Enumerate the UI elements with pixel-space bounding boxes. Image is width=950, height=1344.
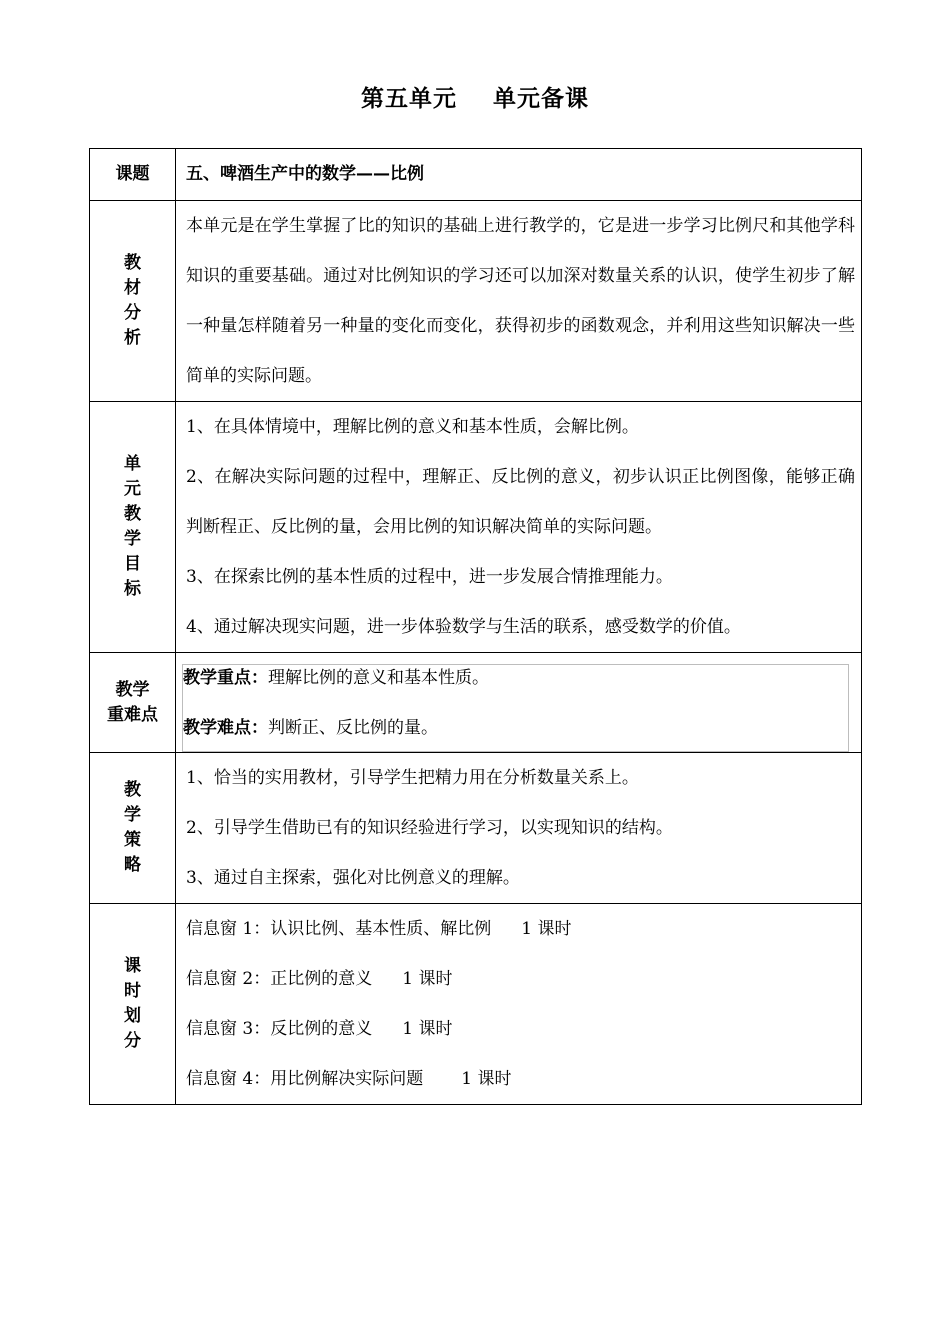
label-char: 标 — [124, 579, 141, 599]
row-teaching-strategy — [90, 753, 862, 904]
row-unit-goals — [90, 402, 862, 653]
schedule-item — [186, 904, 855, 954]
goal-item: 4、通过解决现实问题，进一步体验数学与生活的联系，感受数学的价值。 — [186, 617, 741, 637]
goal-item: 2、在解决实际问题的过程中，理解正、反比例的意义，初步认识正比例图像，能够正确判断程正、反比例的量，会用比例的知识解决简单的实际问题。 — [186, 467, 855, 537]
schedule-hours: 1 课时 — [461, 1069, 512, 1089]
label-char: 课 — [124, 956, 141, 976]
label-char: 策 — [124, 830, 141, 850]
schedule-hours: 1 课时 — [402, 1019, 453, 1039]
label-line: 重难点 — [107, 704, 158, 725]
schedule-hours: 1 课时 — [402, 969, 453, 989]
schedule-window: 信息窗 1： — [186, 919, 271, 939]
label-material-analysis — [90, 201, 176, 402]
label-char: 目 — [124, 554, 141, 574]
label-char: 学 — [124, 805, 141, 825]
schedule-topic: 认识比例、基本性质、解比例 — [270, 919, 492, 939]
label-char: 划 — [124, 1006, 141, 1026]
row-material-analysis — [90, 201, 862, 402]
label-lesson-schedule — [90, 904, 176, 1105]
difficult-point — [183, 703, 848, 753]
schedule-topic: 用比例解决实际问题 — [270, 1069, 424, 1089]
schedule-window: 信息窗 3： — [186, 1019, 271, 1039]
schedule-item — [186, 1004, 855, 1054]
label-char: 单 — [124, 454, 141, 474]
row-subject — [90, 149, 862, 201]
label-char: 元 — [124, 479, 141, 499]
difficult-point-text: 判断正、反比例的量。 — [268, 718, 438, 738]
label-char: 析 — [124, 328, 141, 348]
label-char: 教 — [124, 504, 141, 524]
material-analysis-text: 本单元是在学生掌握了比的知识的基础上进行教学的，它是进一步学习比例尺和其他学科知识的重要基础。通过对比例知识的学习还可以加深对数量关系的认识，使学生初步了解一种量怎样随着另一种量的变化而变化，获得初步的函数观念，并利用这些知识解决一些简单的实际问题。 — [186, 216, 855, 386]
schedule-window: 信息窗 2： — [186, 969, 271, 989]
lesson-plan-table — [89, 148, 862, 1105]
key-points-box — [182, 664, 849, 752]
label-char: 教 — [124, 253, 141, 273]
goal-item: 1、在具体情境中，理解比例的意义和基本性质，会解比例。 — [186, 417, 639, 437]
strategy-item: 2、引导学生借助已有的知识经验进行学习，以实现知识的结构。 — [186, 818, 673, 838]
label-teaching-strategy — [90, 753, 176, 904]
label-char: 材 — [124, 278, 141, 298]
schedule-window: 信息窗 4： — [186, 1069, 271, 1089]
schedule-topic: 正比例的意义 — [270, 969, 373, 989]
label-key-points — [90, 653, 176, 753]
subject-value: 五、啤酒生产中的数学——比例 — [186, 164, 424, 184]
label-char: 分 — [124, 303, 141, 323]
label-subject: 课题 — [90, 149, 176, 201]
schedule-item — [186, 1054, 855, 1104]
label-char: 学 — [124, 529, 141, 549]
goal-item: 3、在探索比例的基本性质的过程中，进一步发展合情推理能力。 — [186, 567, 673, 587]
label-unit-goals — [90, 402, 176, 653]
schedule-item — [186, 954, 855, 1004]
difficult-point-label: 教学难点： — [183, 718, 268, 738]
key-point-text: 理解比例的意义和基本性质。 — [268, 668, 489, 688]
label-char: 略 — [124, 855, 141, 875]
strategy-item: 3、通过自主探索，强化对比例意义的理解。 — [186, 868, 520, 888]
row-lesson-schedule — [90, 904, 862, 1105]
row-key-points — [90, 653, 862, 753]
key-point — [183, 653, 848, 703]
strategy-item: 1、恰当的实用教材，引导学生把精力用在分析数量关系上。 — [186, 768, 639, 788]
label-line: 教学 — [115, 679, 150, 700]
schedule-topic: 反比例的意义 — [270, 1019, 373, 1039]
key-point-label: 教学重点： — [183, 668, 268, 688]
page-title: 第五单元 单元备课 — [360, 86, 590, 112]
schedule-hours: 1 课时 — [521, 919, 572, 939]
label-char: 时 — [124, 981, 141, 1001]
label-char: 教 — [124, 780, 141, 800]
label-char: 分 — [124, 1031, 141, 1051]
